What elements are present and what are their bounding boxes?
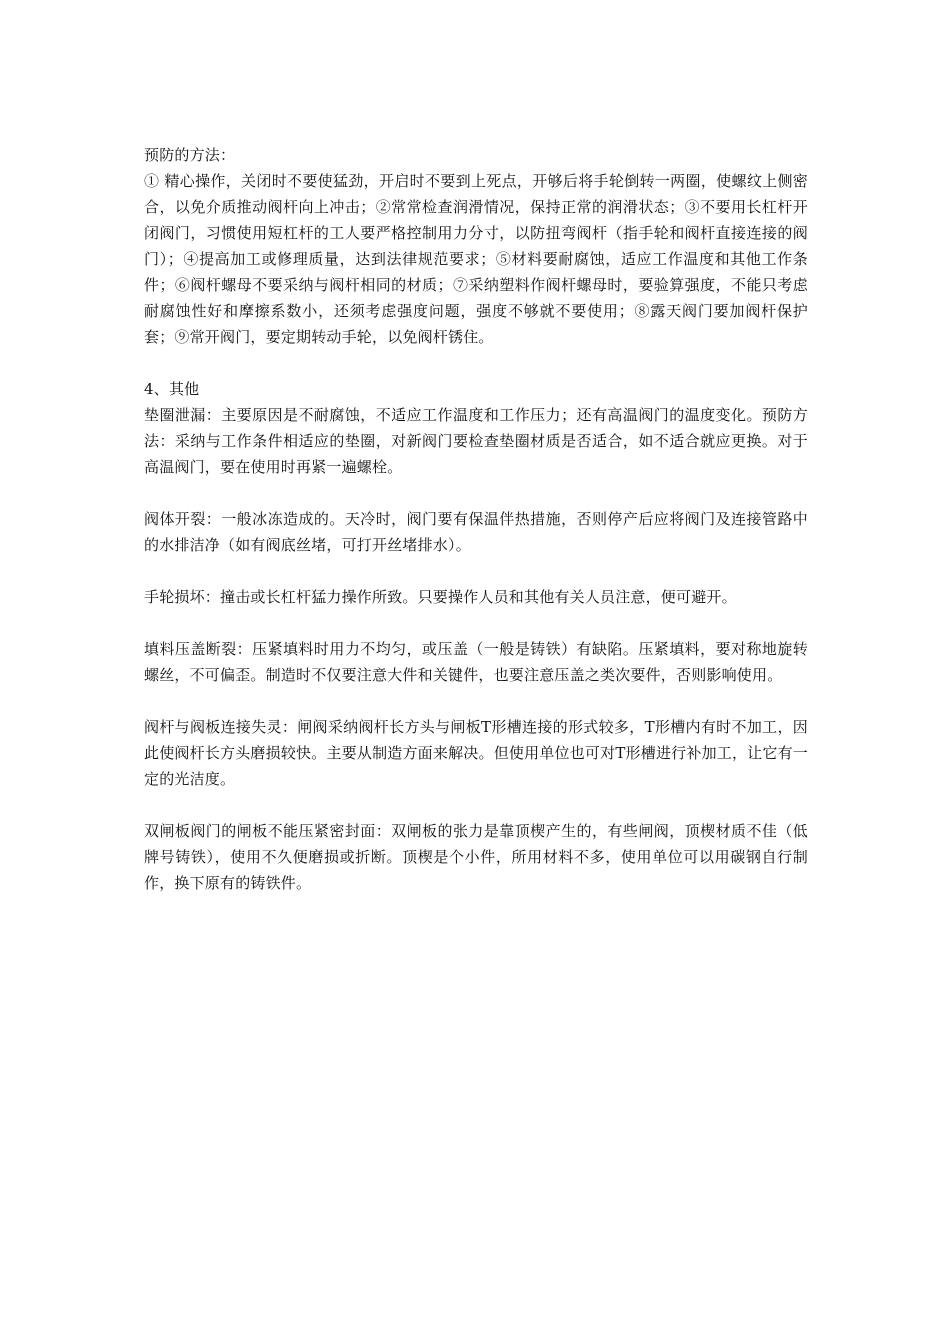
document-body bbox=[144, 142, 808, 896]
double-gate-seal-paragraph: 双闸板阀门的闸板不能压紧密封面：双闸板的张力是靠顶楔产生的，有些闸阀，顶楔材质不佳（低牌号铸铁），使用不久便磨损或折断。顶楔是个小件，所用材料不多，使用单位可以用碳钢自行制作，换下原有的铸铁件。 bbox=[144, 822, 808, 892]
handwheel-damage-paragraph: 手轮损坏：撞击或长杠杆猛力操作所致。只要操作人员和其他有关人员注意，便可避开。 bbox=[144, 588, 737, 606]
paragraph-gap bbox=[144, 610, 808, 636]
paragraph-gap bbox=[144, 558, 808, 584]
paragraph-gap bbox=[144, 350, 808, 376]
paragraph-gap bbox=[144, 792, 808, 818]
paragraph-gap bbox=[144, 480, 808, 506]
gasket-leak-paragraph: 垫圈泄漏：主要原因是不耐腐蚀，不适应工作温度和工作压力；还有高温阀门的温度变化。预防方法：采纳与工作条件相适应的垫圈，对新阀门要检查垫圈材质是否适合，如不适合就应更换。对于高温阀门，要在使用时再紧一遍螺栓。 bbox=[144, 406, 808, 476]
valve-body-crack-paragraph: 阀体开裂：一般冰冻造成的。天冷时，阀门要有保温伴热措施，否则停产后应将阀门及连接管路中的水排洁净（如有阀底丝堵，可打开丝堵排水）。 bbox=[144, 510, 808, 554]
section-4-heading: 4、其他 bbox=[144, 380, 200, 398]
paragraph-gap bbox=[144, 688, 808, 714]
prevention-methods-paragraph: ① 精心操作，关闭时不要使猛劲，开启时不要到上死点，开够后将手轮倒转一两圈，使螺纹上侧密合，以免介质推动阀杆向上冲击；②常常检查润滑情况，保持正常的润滑状态；③不要用长杠杆开闭阀门，习惯使用短杠杆的工人要严格控制用力分寸，以防扭弯阀杆（指手轮和阀杆直接连接的阀门）；④提高加工或修理质量，达到法律规范要求；⑤材料要耐腐蚀，适应工作温度和其他工作条件；⑥阀杆螺母不要采纳与阀杆相同的材质；⑦采纳塑料作阀杆螺母时，要验算强度，不能只考虑耐腐蚀性好和摩擦系数小，还须考虑强度问题，强度不够就不要使用；⑧露天阀门要加阀杆保护套；⑨常开阀门，要定期转动手轮，以免阀杆锈住。 bbox=[144, 172, 808, 346]
gland-fracture-paragraph: 填料压盖断裂：压紧填料时用力不均匀，或压盖（一般是铸铁）有缺陷。压紧填料，要对称地旋转螺丝，不可偏歪。制造时不仅要注意大件和关键件，也要注意压盖之类次要件，否则影响使用。 bbox=[144, 640, 808, 684]
stem-connection-failure-paragraph: 阀杆与阀板连接失灵：闸阀采纳阀杆长方头与闸板T形槽连接的形式较多，T形槽内有时不加工，因此使阀杆长方头磨损较快。主要从制造方面来解决。但使用单位也可对T形槽进行补加工，让它有一定的光洁度。 bbox=[144, 718, 808, 788]
prevention-heading: 预防的方法： bbox=[144, 146, 236, 164]
